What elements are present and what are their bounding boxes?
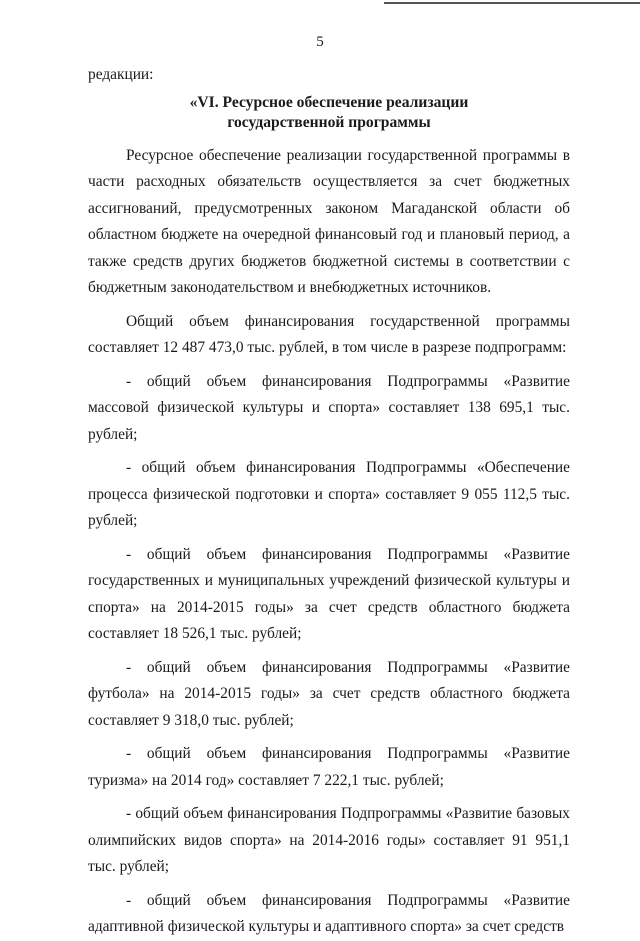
document-body	[88, 62, 570, 941]
section-heading-line-2: государственной программы	[227, 113, 431, 131]
list-item-tourism: - общий объем финансирования Подпрограммы «Развитие туризма» на 2014 год» составляет 7 222,1 тыс. рублей;	[88, 745, 570, 789]
lead-text: редакции:	[88, 66, 154, 83]
list-item-institutions: - общий объем финансирования Подпрограммы «Развитие государственных и муниципальных учреждений физической культуры и спорта» на 2014-2015 годы» за счет средств областного бюджета составляет 18 526,1 тыс. рублей;	[88, 545, 570, 642]
list-item-physical-training: - общий объем финансирования Подпрограммы «Обеспечение процесса физической подготовки и спорта» составляет 9 055 112,5 тыс. рублей;	[88, 459, 570, 529]
section-heading	[88, 93, 570, 133]
list-item-olympic-sports: - общий объем финансирования Подпрограммы «Развитие базовых олимпийских видов спорта» на 2014-2016 годы» составляет 91 951,1 тыс. рублей;	[88, 805, 570, 875]
page-number: 5	[316, 34, 324, 50]
list-item-adaptive-sport: - общий объем финансирования Подпрограммы «Развитие адаптивной физической культуры и адаптивного спорта» за счет средств	[88, 891, 570, 935]
scan-edge-line	[384, 2, 640, 4]
paragraph-total-funding: Общий объем финансирования государственной программы составляет 12 487 473,0 тыс. рублей, в том числе в разрезе подпрограмм:	[88, 312, 570, 356]
paragraph-resource-provision: Ресурсное обеспечение реализации государственной программы в части расходных обязательств осуществляется за счет бюджетных ассигнований, предусмотренных законом Магаданской области об областном бюджете на очередной финансовый год и плановый период, а также средств других бюджетов бюджетной системы в соответствии с бюджетным законодательством и внебюджетных источников.	[88, 146, 570, 296]
section-heading-line-1: «VI. Ресурсное обеспечение реализации	[189, 93, 469, 111]
list-item-mass-sport: - общий объем финансирования Подпрограммы «Развитие массовой физической культуры и спорта» составляет 138 695,1 тыс. рублей;	[88, 372, 570, 443]
list-item-football: - общий объем финансирования Подпрограммы «Развитие футбола» на 2014-2015 годы» за счет средств областного бюджета составляет 9 318,0 тыс. рублей;	[88, 658, 570, 729]
